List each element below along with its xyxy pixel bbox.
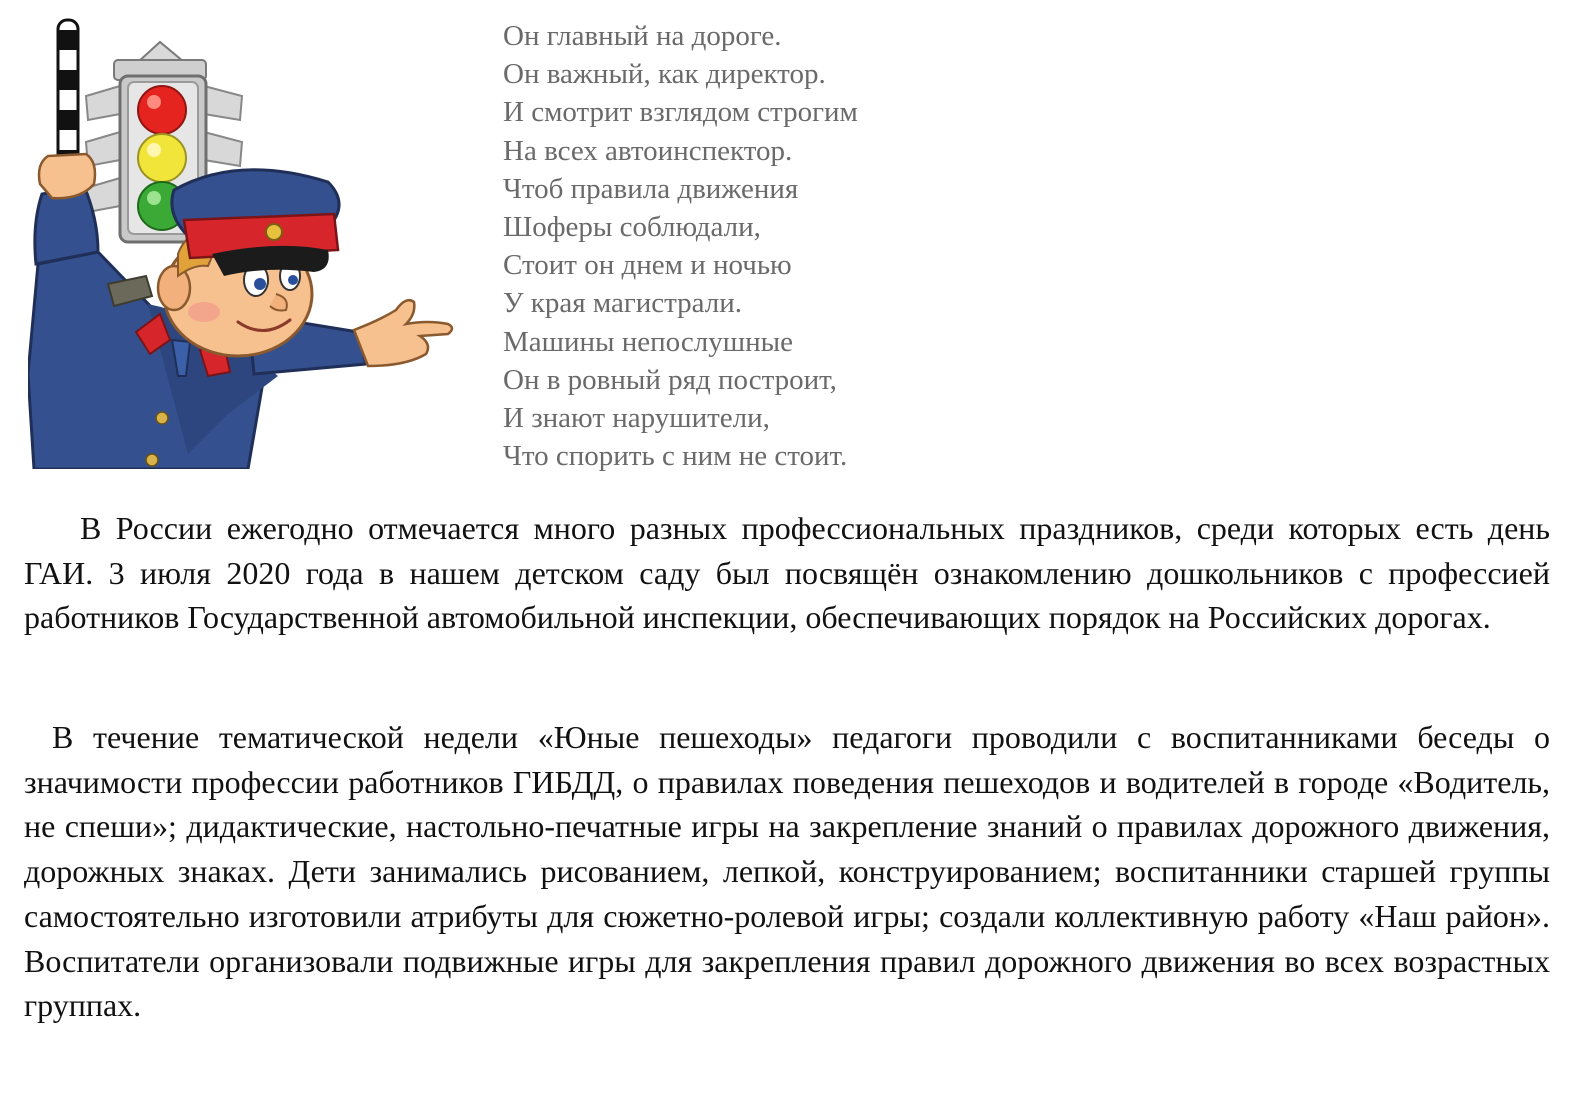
poem-line: Он в ровный ряд построит,	[503, 363, 837, 396]
poem-line: Он важный, как директор.	[503, 58, 826, 91]
poem-line: Стоит он днем и ночью	[503, 249, 792, 282]
article-paragraph-2: В течение тематической недели «Юные пешеходы» педагоги проводили с воспитанниками беседы о значимости профессии работников ГИБДД, о правилах поведения пешеходов и водителей в городе «Водитель, не спеши»; дидактические, настольно-печатные игры на закрепление знаний о правилах дорожного движения, дорожных знаках. Дети занимались рисованием, лепкой, конструированием; воспитанники старшей группы самостоятельно изготовили атрибуты для сюжетно-ролевой игры; создали коллективную работу «Наш район». Воспитатели организовали подвижные игры для закрепления правил дорожного движения во всех возрастных группах.	[24, 719, 1550, 1024]
poem-line: Машины непослушные	[503, 325, 793, 358]
traffic-policeman-cartoon-icon	[28, 14, 468, 469]
poem-line: И смотрит взглядом строгим	[503, 96, 858, 129]
yellow-light-icon	[138, 134, 186, 182]
red-light-icon	[138, 86, 186, 134]
poem-line: Что спорить с ним не стоит.	[503, 440, 848, 473]
poem-line: Шоферы соблюдали,	[503, 211, 761, 244]
poem-line: Он главный на дороге.	[503, 20, 782, 52]
article-paragraph-1: В России ежегодно отмечается много разных профессиональных праздников, среди которых есть день ГАИ. 3 июля 2020 года в нашем детском саду был посвящён ознакомлению дошкольников с профессией работников Государственной автомобильной инспекции, обеспечивающих порядок на Российских дорогах.	[24, 510, 1550, 636]
poem-line: И знают нарушители,	[503, 402, 770, 435]
poem-line: На всех автоинспектор.	[503, 134, 793, 167]
poem-line: У края магистрали.	[503, 287, 743, 320]
poem-line: Чтоб правила движения	[503, 172, 799, 205]
poem	[503, 17, 1063, 475]
